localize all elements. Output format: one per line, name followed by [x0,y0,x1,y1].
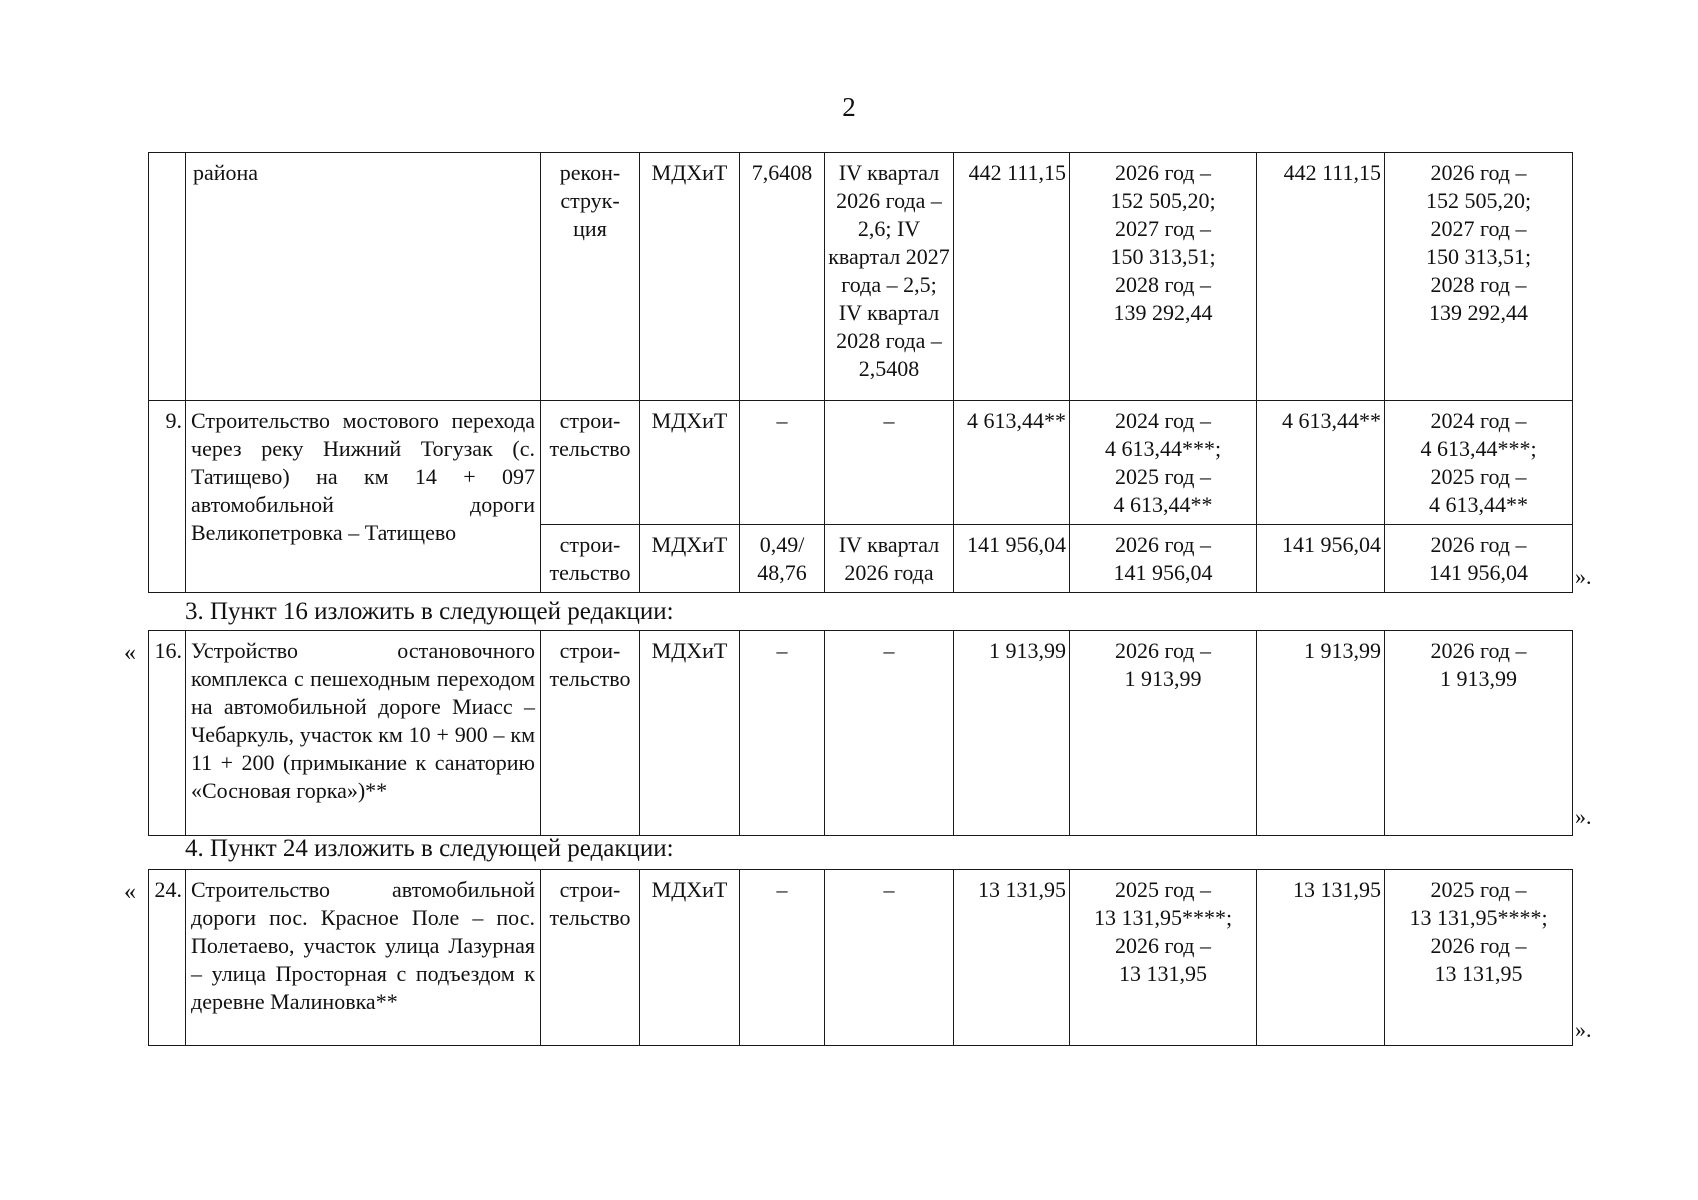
cost-2: 13 131,95 [1257,870,1385,1046]
item-number: 24. [149,870,186,1046]
cost-2: 141 956,04 [1257,525,1385,593]
closing-quote: ». [1575,804,1592,829]
cost: 13 131,95 [954,870,1070,1046]
table-row [149,401,1573,525]
organization: МДХиТ [640,525,740,593]
years-breakdown: 2025 год – 13 131,95****; 2026 год – 13 131,95 [1070,870,1257,1046]
object-name: Строительство мостового перехода через реку Нижний Тогузак (с. Татищево) на км 14 + 097 автомобильной дороги Великопетровка – Татищево [186,401,541,593]
closing-quote: ». [1575,564,1592,589]
capacity: – [740,401,825,525]
years-breakdown-2: 2026 год – 1 913,99 [1385,631,1573,836]
term: – [825,401,954,525]
work-type: строи- тельство [541,525,640,593]
cost: 141 956,04 [954,525,1070,593]
organization: МДХиТ [640,401,740,525]
term: IV квартал 2026 года – 2,6; IV квартал 2027 года – 2,5; IV квартал 2028 года – 2,5408 [825,153,954,401]
cost: 1 913,99 [954,631,1070,836]
years-breakdown: 2024 год – 4 613,44***; 2025 год – 4 613,44** [1070,401,1257,525]
opening-quote: « [124,879,136,905]
cost-2: 4 613,44** [1257,401,1385,525]
capacity: – [740,631,825,836]
years-breakdown: 2026 год – 141 956,04 [1070,525,1257,593]
object-name: Строительство автомобильной дороги пос. Красное Поле – пос. Полетаево, участок улица Лазурная – улица Просторная с подъездом к деревне Малиновка** [186,870,541,1046]
years-breakdown-2: 2025 год – 13 131,95****; 2026 год – 13 131,95 [1385,870,1573,1046]
opening-quote: « [124,640,136,666]
cost: 4 613,44** [954,401,1070,525]
years-breakdown-2: 2026 год – 152 505,20; 2027 год – 150 313,51; 2028 год – 139 292,44 [1385,153,1573,401]
work-type: рекон- струк- ция [541,153,640,401]
page-number: 2 [842,92,856,122]
years-breakdown: 2026 год – 152 505,20; 2027 год – 150 313,51; 2028 год – 139 292,44 [1070,153,1257,401]
table-row [149,631,1573,836]
organization: МДХиТ [640,870,740,1046]
term: – [825,631,954,836]
section-heading-4: 4. Пункт 24 изложить в следующей редакции: [185,835,674,862]
cost: 442 111,15 [954,153,1070,401]
table-item-16 [148,630,1573,836]
years-breakdown: 2026 год – 1 913,99 [1070,631,1257,836]
closing-quote-end: ». [1575,1017,1592,1042]
object-name: района [186,153,541,401]
work-type: строи- тельство [541,401,640,525]
table-item-24 [148,869,1573,1046]
years-breakdown-2: 2026 год – 141 956,04 [1385,525,1573,593]
organization: МДХиТ [640,153,740,401]
table-row [149,870,1573,1046]
capacity: 7,6408 [740,153,825,401]
item-number: 16. [149,631,186,836]
object-name: Устройство остановочного комплекса с пешеходным переходом на автомобильной дороге Миасс – Чебаркуль, участок км 10 + 900 – км 11 + 200 (примыкание к санаторию «Сосновая горка»)** [186,631,541,836]
item-number: 9. [149,401,186,593]
section-heading-3: 3. Пункт 16 изложить в следующей редакции: [185,598,674,625]
term: IV квартал 2026 года [825,525,954,593]
organization: МДХиТ [640,631,740,836]
work-type: строи- тельство [541,631,640,836]
capacity: 0,49/ 48,76 [740,525,825,593]
table-row [149,153,1573,401]
years-breakdown-2: 2024 год – 4 613,44***; 2025 год – 4 613,44** [1385,401,1573,525]
cost-2: 442 111,15 [1257,153,1385,401]
cost-2: 1 913,99 [1257,631,1385,836]
term: – [825,870,954,1046]
table-continuation [148,152,1573,593]
work-type: строи- тельство [541,870,640,1046]
capacity: – [740,870,825,1046]
